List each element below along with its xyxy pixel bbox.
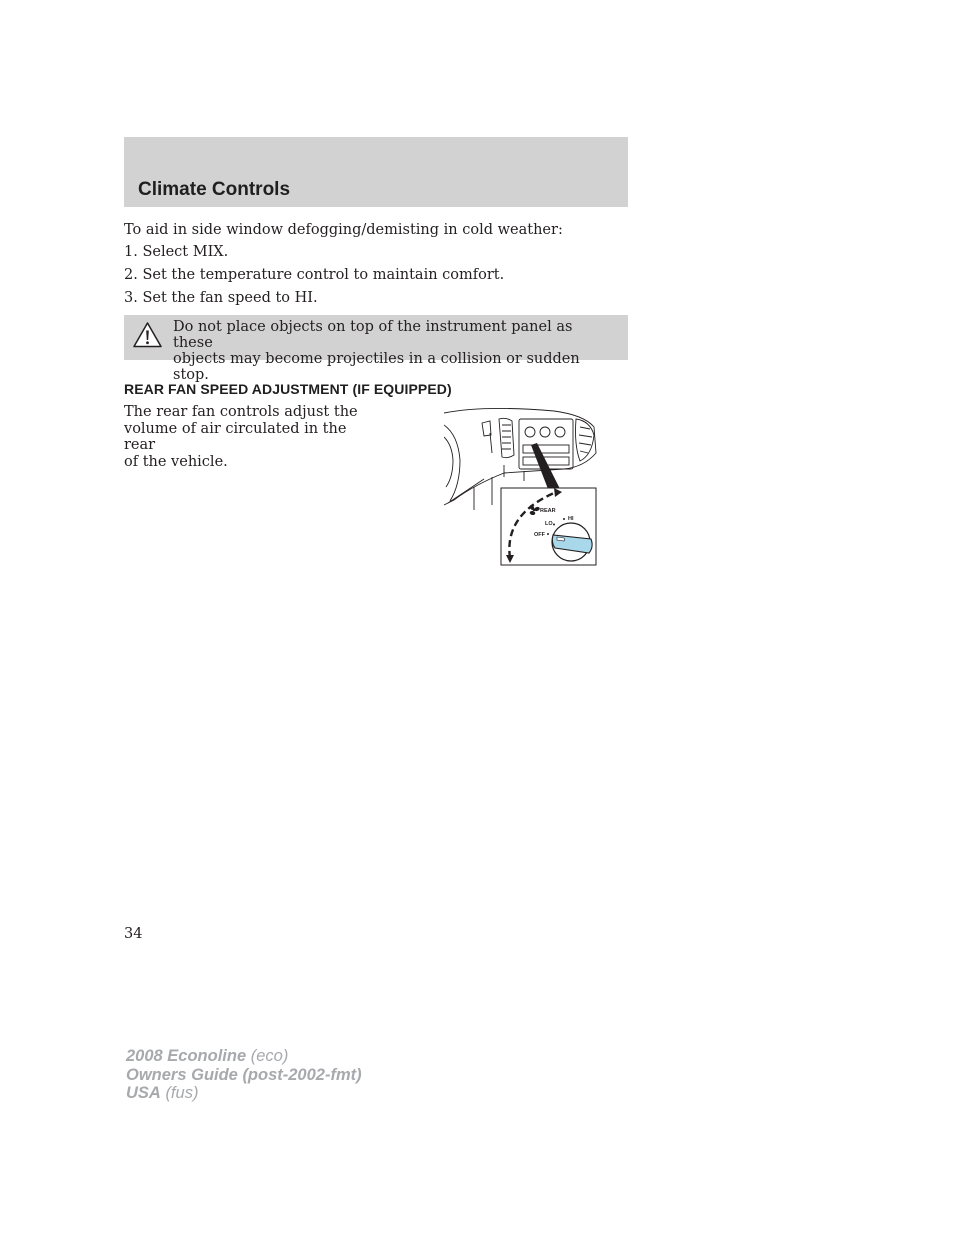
footer-model: 2008 Econoline xyxy=(126,1047,247,1065)
footer-guide-line xyxy=(126,1066,362,1085)
defog-step-3: 3. Set the fan speed to HI. xyxy=(124,290,318,306)
warning-triangle-icon xyxy=(132,321,163,349)
footer-market-code: (fus) xyxy=(165,1084,199,1102)
defog-step-2: 2. Set the temperature control to maintain comfort. xyxy=(124,267,505,283)
warning-line-2: objects may become projectiles in a collision or sudden stop. xyxy=(173,351,580,383)
warning-line-1: Do not place objects on top of the instrument panel as these xyxy=(173,319,573,351)
warning-box xyxy=(124,315,628,383)
knob-label-hi: HI xyxy=(568,516,574,522)
rear-fan-line-3: of the vehicle. xyxy=(124,453,228,470)
page-title: Climate Controls xyxy=(138,179,291,200)
rear-fan-line-1: The rear fan controls adjust the xyxy=(124,404,358,420)
rear-fan-description xyxy=(124,404,374,470)
section-header-band xyxy=(124,137,628,207)
document-footer xyxy=(126,1047,362,1103)
knob-label-off: OFF xyxy=(534,532,545,538)
footer-model-code: (eco) xyxy=(250,1047,289,1065)
warning-text xyxy=(173,319,613,383)
footer-market: USA xyxy=(126,1084,161,1102)
knob-label-lo: LO xyxy=(545,521,553,527)
footer-model-line xyxy=(126,1047,362,1066)
defog-step-1: 1. Select MIX. xyxy=(124,244,229,260)
knob-label-rear: REAR xyxy=(540,508,556,514)
page-number: 34 xyxy=(124,926,143,942)
callout-pointer xyxy=(531,443,560,489)
footer-market-line xyxy=(126,1084,362,1103)
defog-intro: To aid in side window defogging/demisting in cold weather: xyxy=(124,222,563,238)
footer-guide: Owners Guide (post-2002-fmt) xyxy=(126,1065,362,1084)
rear-fan-line-2: volume of air circulated in the rear xyxy=(124,420,347,453)
rear-fan-heading: REAR FAN SPEED ADJUSTMENT (IF EQUIPPED) xyxy=(124,381,452,397)
rear-fan-control-illustration xyxy=(444,405,598,567)
